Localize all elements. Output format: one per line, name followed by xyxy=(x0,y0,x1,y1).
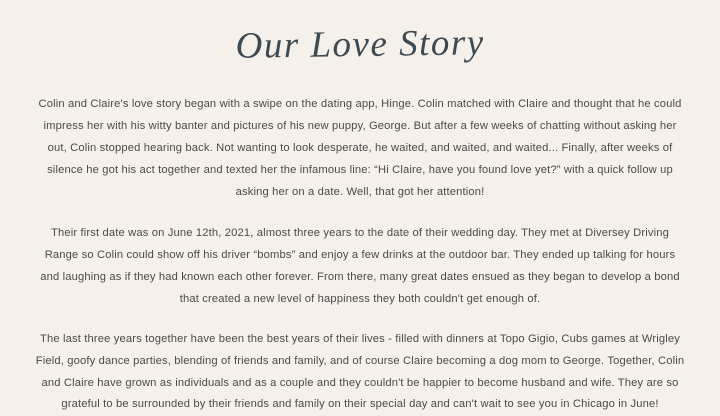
story-paragraph-1: Colin and Claire's love story began with a swipe on the dating app, Hinge. Colin matched with Claire and thought that he could impress her with his witty banter and pictures of his new puppy, George. But after a few weeks of chatting without asking her out, Colin stopped hearing back. Not wanting to look desperate, he waited, and waited, and waited... Finally, after weeks of silence he got his act together and texted her the infamous line: “Hi Claire, have you found love yet?” with a quick follow up asking her on a date. Well, that got her attention! xyxy=(38,98,682,198)
story-content xyxy=(30,68,690,416)
story-paragraph-3: The last three years together have been the best years of their lives - filled with dinners at Topo Gigio, Cubs games at Wrigley Field, goofy dance parties, blending of friends and family, and of course Claire becoming a dog mom to George. Together, Colin and Claire have grown as individuals and as a couple and they couldn't be happier to become husband and wife. They are so grateful to be surrounded by their friends and family on their special day and can't wait to see you in Chicago in June! xyxy=(35,332,685,411)
page-title: Our Love Story xyxy=(235,22,485,67)
story-paragraph-2: Their first date was on June 12th, 2021, almost three years to the date of their wedding day. They met at Diversey Driving Range so Colin could show off his driver “bombs” and enjoy a few drinks at the outdoor bar. They ended up talking for hours and laughing as if they had known each other forever. From there, many great dates ensued as they began to develop a bond that created a new level of happiness they both couldn't get enough of. xyxy=(40,227,680,305)
